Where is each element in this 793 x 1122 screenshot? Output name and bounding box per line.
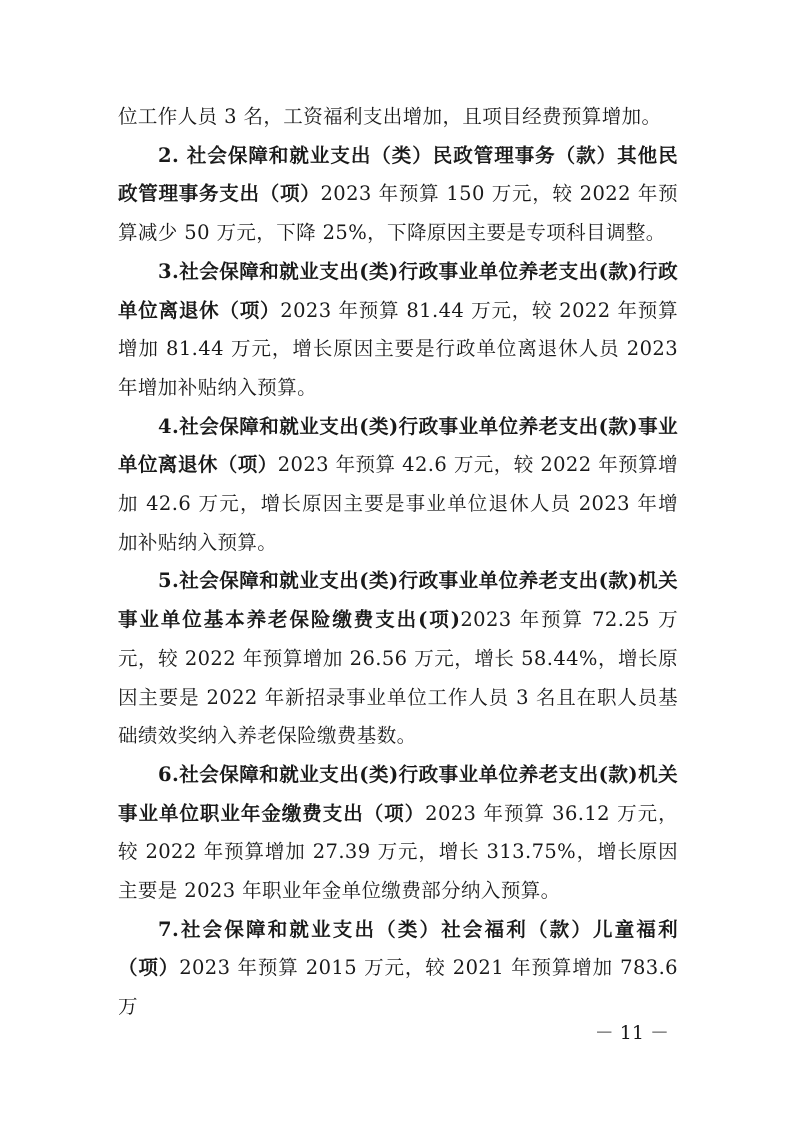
paragraph-item-2 [118, 137, 678, 253]
paragraph-item-6 [118, 756, 678, 911]
paragraph-body: 2023 年预算 72.25 万元，较 2022 年预算增加 26.56 万元，增长 58.44%，增长原因主要是 2022 年新招录事业单位工作人员 3 名且在职人员基础绩效奖纳入养老保险缴费基数。 [118, 608, 678, 748]
paragraph-heading: 6.社会保障和就业支出(类)行政事业单位养老支出(款)机关事业单位职业年金缴费支出（项） [118, 762, 678, 825]
paragraph-heading: 2. 社会保障和就业支出（类）民政管理事务（款）其他民政管理事务支出（项） [118, 143, 678, 206]
page-number: － 11 － [594, 1022, 669, 1044]
document-body [118, 98, 678, 1027]
paragraph-heading: 5.社会保障和就业支出(类)行政事业单位养老支出(款)机关事业单位基本养老保险缴费支出(项) [118, 569, 678, 632]
paragraph-body: 2023 年预算 150 万元，较 2022 年预算减少 50 万元，下降 25%，下降原因主要是专项科目调整。 [118, 182, 678, 245]
paragraph-body: 2023 年预算 36.12 万元，较 2022 年预算增加 27.39 万元，增长 313.75%，增长原因主要是 2023 年职业年金单位缴费部分纳入预算。 [118, 801, 678, 903]
paragraph-item-5 [118, 562, 678, 756]
paragraph-item-4 [118, 408, 678, 563]
paragraph-body: 2023 年预算 81.44 万元，较 2022 年预算增加 81.44 万元，增长原因主要是行政单位离退休人员 2023 年增加补贴纳入预算。 [118, 298, 678, 399]
paragraph-heading: 3.社会保障和就业支出(类)行政事业单位养老支出(款)行政单位离退休（项） [118, 259, 678, 322]
paragraph-body: 2023 年预算 2015 万元，较 2021 年预算增加 783.6 万 [118, 956, 678, 1019]
paragraph-item-3 [118, 253, 678, 408]
paragraph-body: 2023 年预算 42.6 万元，较 2022 年预算增加 42.6 万元，增长原因主要是事业单位退休人员 2023 年增加补贴纳入预算。 [118, 453, 678, 554]
paragraph-heading: 4.社会保障和就业支出(类)行政事业单位养老支出(款)事业单位离退休（项） [118, 414, 678, 477]
paragraph-body: 位工作人员 3 名，工资福利支出增加，且项目经费预算增加。 [118, 105, 662, 128]
paragraph-item-7 [118, 911, 678, 1027]
paragraph-continuation [118, 98, 678, 137]
paragraph-heading: 7.社会保障和就业支出（类）社会福利（款）儿童福利（项） [118, 917, 678, 980]
